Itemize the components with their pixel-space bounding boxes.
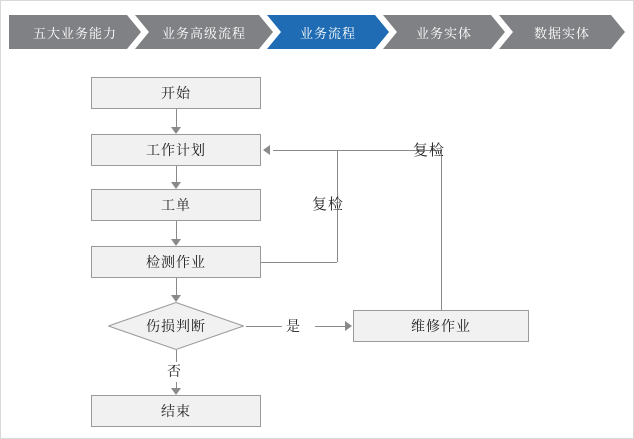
edge-decision-to-end-arrow [171, 388, 181, 395]
edge-start-to-work-plan-arrow [171, 127, 181, 134]
breadcrumb-item-3-label: 业务流程 [299, 25, 356, 41]
edge-recheck-inner-top [273, 150, 337, 151]
breadcrumb-item-2[interactable] [135, 15, 273, 49]
edge-work-plan-to-work-order-arrow [171, 182, 181, 189]
breadcrumb-item-5-label: 数据实体 [533, 25, 590, 41]
breadcrumb-item-4[interactable] [383, 15, 505, 49]
breadcrumb-item-4-label: 业务实体 [415, 25, 472, 41]
edge-work-plan-to-work-order [176, 166, 177, 182]
edge-label-recheck-inner: 复检 [312, 196, 345, 213]
damage-decision-label: 伤损判断 [146, 318, 206, 334]
edge-start-to-work-plan [176, 109, 177, 127]
breadcrumb-item-5[interactable] [499, 15, 625, 49]
edge-work-order-to-inspection [176, 221, 177, 239]
breadcrumb-item-2-label: 业务高级流程 [161, 25, 246, 41]
breadcrumb-item-1-label: 五大业务能力 [32, 25, 117, 41]
node-start[interactable]: 开始 [91, 77, 261, 109]
breadcrumb [9, 15, 625, 49]
edge-recheck-outer-vertical [441, 150, 442, 310]
node-damage-decision[interactable] [108, 302, 244, 350]
edge-recheck-inner-arrow [263, 145, 270, 155]
edge-label-no: 否 [167, 363, 182, 379]
edge-decision-to-repair-left [246, 326, 282, 327]
edge-decision-to-repair-arrow [345, 321, 352, 331]
breadcrumb-item-1[interactable] [9, 15, 141, 49]
breadcrumb-item-3[interactable] [267, 15, 389, 49]
node-work-order[interactable]: 工单 [91, 189, 261, 221]
node-repair-task[interactable]: 维修作业 [353, 310, 529, 342]
edge-label-yes: 是 [286, 318, 301, 334]
edge-decision-to-repair-right [315, 326, 345, 327]
edge-recheck-inner-bottom [261, 262, 337, 263]
edge-work-order-to-inspection-arrow [171, 239, 181, 246]
node-end[interactable]: 结束 [91, 395, 261, 427]
node-inspection-task[interactable]: 检测作业 [91, 246, 261, 278]
edge-inspection-to-decision [176, 278, 177, 295]
edge-inspection-to-decision-arrow [171, 295, 181, 302]
edge-label-recheck-outer: 复检 [413, 142, 446, 159]
node-work-plan[interactable]: 工作计划 [91, 134, 261, 166]
